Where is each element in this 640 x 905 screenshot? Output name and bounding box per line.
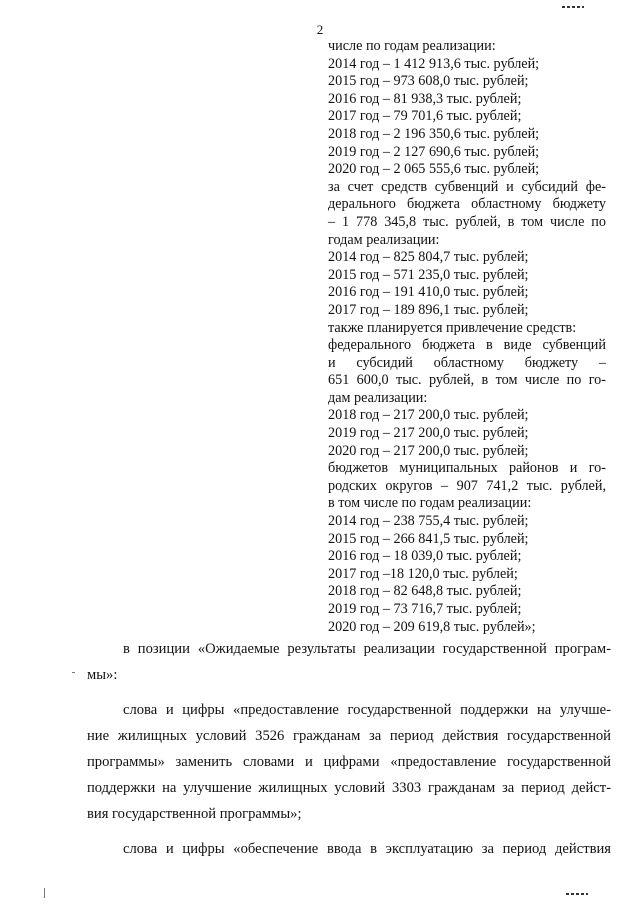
text-line: 2020 год – 217 200,0 тыс. рублей; [328,442,529,459]
text-line: также планируется привлечение средств: [328,319,577,336]
paragraph-line: слова и цифры «предоставление государственной поддержки на улучше- [123,702,611,718]
text-line: 2016 год – 191 410,0 тыс. рублей; [328,284,529,301]
financing-column [328,38,606,636]
text-line: в том числе по годам реализации: [328,495,532,512]
text-line: 2020 год – 2 065 555,6 тыс. рублей; [328,161,540,178]
text-line: 2019 год – 217 200,0 тыс. рублей; [328,425,529,442]
text-line: 2020 год – 209 619,8 тыс. рублей»; [328,618,536,635]
text-line: федерального бюджета в виде субвенций [328,337,606,354]
text-line: 2014 год – 1 412 913,6 тыс. рублей; [328,55,540,72]
scan-mark-left-margin [72,672,75,673]
text-line: родских округов – 907 741,2 тыс. рублей, [328,477,606,494]
paragraph-line: мы»: [87,667,118,683]
text-line: 2018 год – 82 648,8 тыс. рублей; [328,583,522,600]
text-line: 2018 год – 2 196 350,6 тыс. рублей; [328,125,540,142]
text-line: 2016 год – 81 938,3 тыс. рублей; [328,90,522,107]
scan-mark-top-right [562,6,584,8]
text-line: 2017 год –18 120,0 тыс. рублей; [328,565,518,582]
text-line: 2014 год – 238 755,4 тыс. рублей; [328,513,529,530]
paragraph-line: поддержки на улучшение жилищных условий 3303 гражданам за период дейст- [87,780,611,796]
text-line: 2016 год – 18 039,0 тыс. рублей; [328,548,522,565]
text-line: 2015 год – 266 841,5 тыс. рублей; [328,530,529,547]
text-line: 2014 год – 825 804,7 тыс. рублей; [328,249,529,266]
text-line: числе по годам реализации: [328,38,496,54]
text-line: бюджетов муниципальных районов и го- [328,460,606,477]
paragraph-line: программы» заменить словами и цифрами «предоставление государственной [87,754,611,770]
amendment-text [87,636,611,862]
page-number: 2 [316,22,324,37]
paragraph-line: ние жилищных условий 3526 гражданам за период действия государственной [87,728,611,744]
text-line: 2015 год – 973 608,0 тыс. рублей; [328,73,529,90]
text-line: 2017 год – 189 896,1 тыс. рублей; [328,301,529,318]
paragraph-line: слова и цифры «обеспечение ввода в эксплуатацию за период действия [123,841,611,857]
text-line: дерального бюджета областному бюджету [328,196,606,213]
text-line: годам реализации: [328,231,440,248]
text-line: дам реализации: [328,389,428,406]
text-line: – 1 778 345,8 тыс. рублей, в том числе по [328,213,606,230]
text-line: 2017 год – 79 701,6 тыс. рублей; [328,108,522,125]
paragraph-line: в позиции «Ожидаемые результаты реализации государственной програм- [123,641,611,657]
text-line: 2019 год – 73 716,7 тыс. рублей; [328,601,522,617]
text-line: и субсидий областному бюджету – [328,354,606,371]
scan-mark-bottom-left [44,888,45,898]
text-line: 2019 год – 2 127 690,6 тыс. рублей; [328,143,540,160]
text-line: за счет средств субвенций и субсидий фе- [328,178,606,195]
text-line: 2015 год – 571 235,0 тыс. рублей; [328,266,529,283]
text-line: 2018 год – 217 200,0 тыс. рублей; [328,407,529,424]
scan-mark-bottom-right [566,893,588,895]
text-line: 651 600,0 тыс. рублей, в том числе по го- [328,372,606,389]
paragraph-line: вия государственной программы»; [87,806,302,822]
